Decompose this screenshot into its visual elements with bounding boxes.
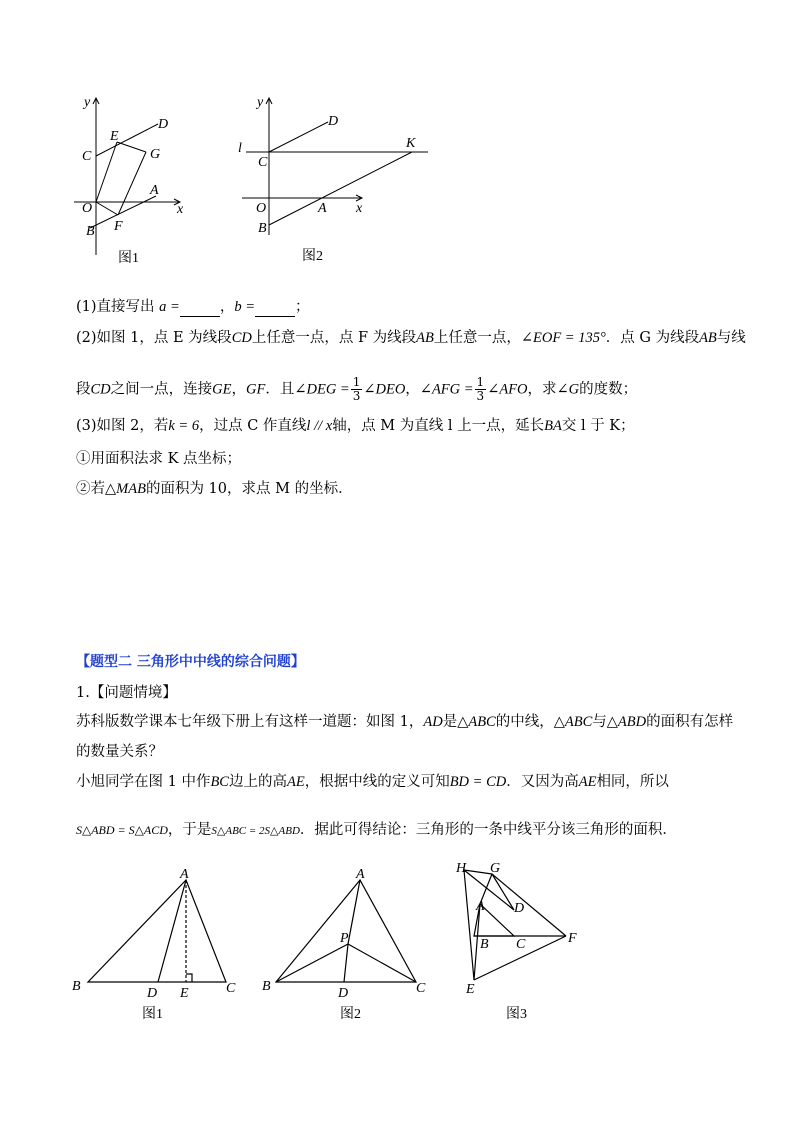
- label-H: H: [456, 861, 467, 876]
- question-3-line-1: [76, 416, 635, 436]
- label-x: x: [356, 201, 363, 216]
- q3-ba: BA: [544, 418, 562, 434]
- question-2-line-2: [76, 376, 637, 403]
- label-F: F: [568, 931, 577, 946]
- math-area-equal: S△ABD = S△ACD: [76, 823, 168, 837]
- q2-text: ，求: [527, 381, 557, 398]
- q2-gf: GF: [246, 381, 266, 398]
- label-B: B: [258, 221, 267, 236]
- q1-text: (1)直接写出: [76, 299, 160, 315]
- q2-text: (2)如图 1，点 E 为线段: [76, 330, 232, 346]
- problem-line-3: [76, 772, 669, 792]
- label-C: C: [416, 981, 426, 996]
- coordinate-figure-1: [70, 90, 200, 270]
- q3-text: (3)如图 2，若: [76, 418, 169, 434]
- label-E: E: [466, 982, 475, 997]
- q2-text: 与线: [716, 330, 746, 346]
- label-A: A: [476, 899, 485, 914]
- label-A: A: [356, 867, 365, 882]
- fraction-one-third: $\frac{1}{3}$: [476, 375, 485, 403]
- q2-sep: ，: [231, 381, 246, 398]
- q3-k: k = 6: [168, 418, 200, 434]
- q2-cd: CD: [90, 381, 111, 398]
- question-2-line-1: [76, 328, 746, 348]
- item-title: 1.【问题情境】: [76, 685, 177, 701]
- q3-text: 的面积为 10，求点 M 的坐标．: [145, 481, 353, 497]
- figure-caption: 图2: [340, 1007, 361, 1022]
- label-y: y: [257, 95, 264, 110]
- q2-text: 段: [76, 381, 91, 398]
- triangle-figure-3: [446, 856, 606, 1026]
- label-D: D: [514, 901, 525, 916]
- label-D: D: [147, 986, 158, 1001]
- q3-text: ②若: [76, 481, 105, 497]
- q2-deg: ∠DEG =: [294, 381, 350, 398]
- label-C: C: [258, 155, 268, 170]
- coordinate-figure-2: [230, 90, 440, 270]
- label-O: O: [256, 201, 267, 216]
- q2-text: 上任意一点，: [433, 330, 521, 346]
- problem-text: 相同，所以: [596, 774, 669, 790]
- math-ae: AE: [578, 774, 597, 790]
- label-O: O: [82, 201, 93, 216]
- q2-deo: ∠DEO: [363, 381, 406, 398]
- triangle-figure-1: [66, 866, 246, 1026]
- section-heading: 【题型二 三角形中中线的综合问题】: [76, 654, 305, 670]
- label-C: C: [82, 149, 92, 164]
- problem-text: 苏科版数学课本七年级下册上有这样一道题：如图 1，: [76, 714, 424, 730]
- q3-lx: l // x: [306, 418, 333, 434]
- label-G: G: [490, 861, 501, 876]
- label-G: G: [150, 147, 161, 162]
- label-D: D: [338, 986, 349, 1001]
- label-B: B: [86, 224, 95, 239]
- q2-text: ．点 G 为线段: [605, 330, 700, 346]
- label-B: B: [262, 979, 271, 994]
- math-abc: △ABC: [457, 714, 496, 730]
- q2-sep: ，: [405, 381, 420, 398]
- problem-text: 的中线，: [495, 714, 554, 730]
- problem-text: ，根据中线的定义可知: [304, 774, 450, 790]
- math-abd: △ABD: [606, 714, 647, 730]
- label-y: y: [84, 95, 91, 110]
- label-K: K: [406, 136, 416, 151]
- label-C: C: [226, 981, 236, 996]
- q2-ab: AB: [699, 330, 717, 346]
- answer-blank-a: [180, 302, 220, 317]
- label-B: B: [480, 937, 489, 952]
- q3-text: 交 l 于 K；: [561, 418, 635, 434]
- label-A: A: [318, 201, 327, 216]
- q1-comma: ，: [219, 299, 235, 315]
- label-l: l: [238, 141, 242, 156]
- figure-caption: 图3: [506, 1007, 527, 1022]
- problem-line-2: 的数量关系？: [76, 744, 163, 760]
- label-C: C: [516, 937, 526, 952]
- figure-caption: 图2: [302, 249, 323, 264]
- question-3-sub-1: ①用面积法求 K 点坐标；: [76, 451, 242, 467]
- q3-mab: △MAB: [105, 481, 146, 497]
- problem-text: 是: [442, 714, 458, 730]
- problem-text: ．据此可得结论：三角形的一条中线平分该三角形的面积．: [299, 822, 677, 838]
- q2-afg: ∠AFG =: [419, 381, 474, 398]
- problem-text: 小旭同学在图 1 中作: [76, 774, 211, 790]
- question-1: [76, 297, 310, 317]
- answer-blank-b: [255, 302, 295, 317]
- figure-caption: 图1: [142, 1007, 163, 1022]
- q2-text: 上任意一点，点 F 为线段: [251, 330, 417, 346]
- label-A: A: [180, 867, 189, 882]
- label-E: E: [180, 986, 189, 1001]
- math-abc: △ABC: [553, 714, 593, 730]
- problem-text: 的面积有怎样: [646, 714, 734, 730]
- math-bc: BC: [210, 774, 229, 790]
- q2-angle-eof: ∠EOF = 135°: [520, 330, 606, 346]
- q2-text: 之间一点，连接: [110, 381, 213, 398]
- label-D: D: [328, 114, 339, 129]
- q1-a: a =: [159, 299, 180, 315]
- question-3-sub-2: [76, 479, 353, 499]
- label-F: F: [114, 219, 123, 234]
- problem-line-1: [76, 712, 733, 732]
- q2-text: ．且: [265, 381, 295, 398]
- label-D: D: [158, 117, 169, 132]
- math-bd-cd: BD = CD: [449, 774, 507, 790]
- q2-g: ∠G: [556, 381, 580, 398]
- fraction-one-third: $\frac{1}{3}$: [352, 375, 361, 403]
- problem-text: 边上的高: [228, 774, 287, 790]
- math-ae: AE: [286, 774, 305, 790]
- q1-end: ；: [295, 299, 310, 315]
- triangle-figure-2: [256, 866, 436, 1026]
- label-E: E: [110, 129, 119, 144]
- problem-text: 与: [592, 714, 607, 730]
- q1-b: b =: [234, 299, 255, 315]
- math-ad: AD: [423, 714, 443, 730]
- problem-line-4: [76, 820, 677, 841]
- q2-cd: CD: [231, 330, 252, 346]
- q2-afo: ∠AFO: [487, 381, 528, 398]
- problem-text: ．又因为高: [506, 774, 579, 790]
- q3-text: 轴，点 M 为直线 l 上一点，延长: [332, 418, 545, 434]
- q2-ab: AB: [416, 330, 434, 346]
- q2-text: 的度数；: [579, 381, 638, 398]
- q2-ge: GE: [212, 381, 232, 398]
- problem-text: ，于是: [167, 822, 212, 838]
- label-A: A: [150, 183, 159, 198]
- label-B: B: [72, 979, 81, 994]
- figure-caption: 图1: [118, 251, 139, 266]
- label-x: x: [177, 202, 184, 217]
- math-area-double: S△ABC = 2S△ABD: [211, 825, 300, 837]
- label-P: P: [340, 931, 349, 946]
- q3-text: ，过点 C 作直线: [199, 418, 307, 434]
